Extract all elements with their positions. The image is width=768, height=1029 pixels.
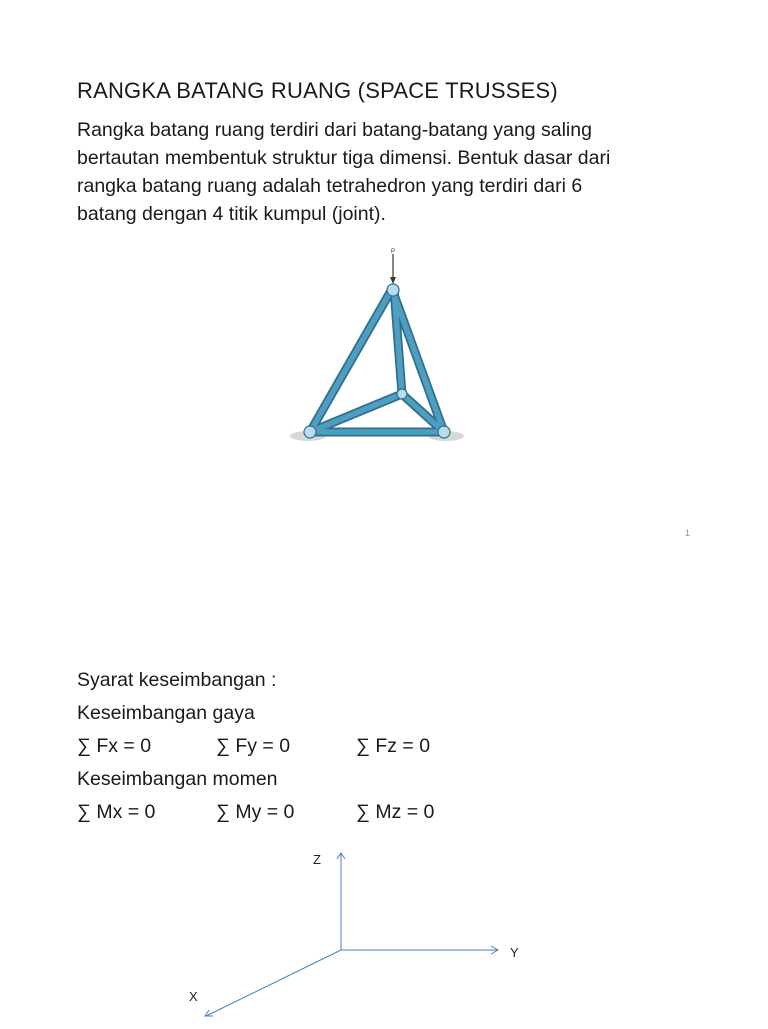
- equation-fz: ∑ Fz = 0: [356, 735, 431, 757]
- truss-members: [310, 289, 444, 432]
- conditions-heading: Syarat keseimbangan :: [77, 669, 277, 691]
- moment-equations-row: [77, 796, 435, 829]
- equation-mx: ∑ Mx = 0: [77, 801, 156, 823]
- page-title: RANGKA BATANG RUANG (SPACE TRUSSES): [77, 78, 558, 103]
- page-number: 1: [685, 528, 691, 538]
- y-axis-label: Y: [510, 945, 519, 960]
- z-axis-label: Z: [313, 852, 321, 867]
- x-axis-label: X: [189, 989, 198, 1004]
- intro-line: bertautan membentuk struktur tiga dimensi. Bentuk dasar dari: [77, 147, 611, 169]
- intro-line: batang dengan 4 titik kumpul (joint).: [77, 203, 386, 225]
- force-equilibrium-heading: Keseimbangan gaya: [77, 702, 255, 724]
- joint: [397, 389, 407, 399]
- joint: [304, 426, 316, 438]
- joint: [438, 426, 450, 438]
- equilibrium-conditions: [77, 664, 435, 829]
- coordinate-axes-diagram: [170, 840, 530, 1024]
- force-equations-row: [77, 730, 431, 763]
- moment-equilibrium-heading: Keseimbangan momen: [77, 768, 278, 790]
- equation-fy: ∑ Fy = 0: [216, 735, 291, 757]
- x-axis: [206, 950, 341, 1016]
- tetrahedron-truss-figure: [282, 244, 482, 454]
- joint: [387, 284, 399, 296]
- force-arrow-head: [390, 277, 396, 284]
- intro-paragraph: [77, 116, 717, 228]
- equation-fx: ∑ Fx = 0: [77, 735, 152, 757]
- equation-my: ∑ My = 0: [216, 801, 295, 823]
- intro-line: Rangka batang ruang terdiri dari batang-batang yang saling: [77, 119, 592, 141]
- intro-line: rangka batang ruang adalah tetrahedron yang terdiri dari 6: [77, 175, 583, 197]
- axes-svg: [170, 840, 530, 1024]
- equation-mz: ∑ Mz = 0: [356, 801, 435, 823]
- force-label: P: [391, 249, 396, 255]
